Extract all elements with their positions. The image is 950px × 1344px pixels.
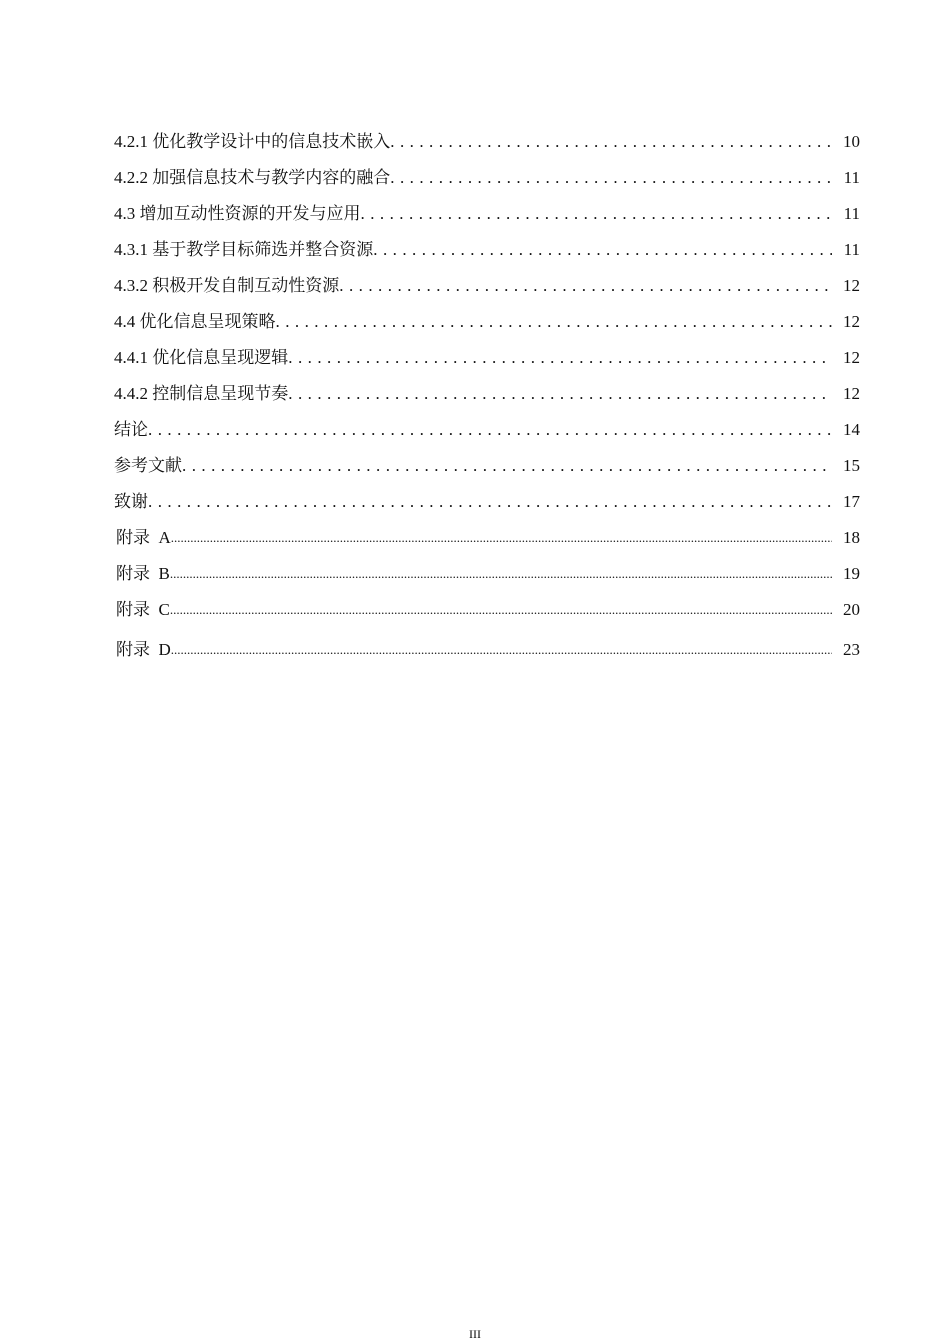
toc-entry-4-2-2[interactable] xyxy=(114,153,860,189)
toc-entry-label: 4.4.2 控制信息呈现节奏 xyxy=(114,384,289,403)
toc-entry-label: 致谢 xyxy=(114,492,148,511)
toc-entry-label: 4.4 优化信息呈现策略 xyxy=(114,312,276,331)
toc-entry-page: 12 xyxy=(843,384,860,403)
toc-entry-label: 附录 A xyxy=(116,528,171,547)
toc-entry-4-3[interactable] xyxy=(114,189,860,225)
toc-dot-leader xyxy=(182,455,832,477)
toc-dot-leader xyxy=(361,203,833,225)
toc-entry-page: 12 xyxy=(843,348,860,367)
toc-dot-leader xyxy=(288,347,832,369)
toc-entry-conclusion[interactable] xyxy=(114,405,860,441)
toc-entry-appendix-d[interactable] xyxy=(114,621,860,661)
toc-entry-page: 14 xyxy=(843,420,860,439)
toc-entry-page: 12 xyxy=(843,276,860,295)
toc-entry-label: 附录 D xyxy=(116,640,171,659)
toc-entry-4-4-1[interactable] xyxy=(114,333,860,369)
toc-entry-page: 12 xyxy=(843,312,860,331)
toc-entry-appendix-a[interactable] xyxy=(114,513,860,549)
toc-dot-leader xyxy=(288,383,832,405)
toc-entry-label: 附录 C xyxy=(116,600,170,619)
toc-entry-4-4[interactable] xyxy=(114,297,860,333)
toc-entry-page: 23 xyxy=(843,640,860,659)
toc-dot-leader xyxy=(170,562,832,585)
toc-entry-page: 11 xyxy=(843,168,860,187)
toc-entry-acknowledgements[interactable] xyxy=(114,477,860,513)
toc-entry-page: 20 xyxy=(843,600,860,619)
toc-entry-page: 11 xyxy=(843,240,860,259)
toc-entry-page: 11 xyxy=(843,204,860,223)
toc-entry-page: 17 xyxy=(843,492,860,511)
toc-entry-label: 结论 xyxy=(114,420,148,439)
toc-dot-leader xyxy=(171,638,832,661)
toc-entry-label: 4.3 增加互动性资源的开发与应用 xyxy=(114,204,361,223)
toc-dot-leader xyxy=(390,167,832,189)
table-of-contents xyxy=(114,117,860,661)
toc-dot-leader xyxy=(276,311,833,333)
toc-dot-leader xyxy=(148,419,832,441)
toc-entry-page: 19 xyxy=(843,564,860,583)
toc-entry-label: 4.2.2 加强信息技术与教学内容的融合 xyxy=(114,168,391,187)
toc-dot-leader xyxy=(170,598,832,621)
toc-entry-page: 15 xyxy=(843,456,860,475)
page-number-footer: III xyxy=(469,1327,481,1341)
toc-entry-label: 4.2.1 优化教学设计中的信息技术嵌入 xyxy=(114,132,391,151)
toc-entry-references[interactable] xyxy=(114,441,860,477)
toc-entry-label: 4.3.1 基于教学目标筛选并整合资源 xyxy=(114,240,374,259)
toc-entry-appendix-c[interactable] xyxy=(114,585,860,621)
toc-dot-leader xyxy=(171,526,832,549)
toc-entry-4-2-1[interactable] xyxy=(114,117,860,153)
toc-entry-appendix-b[interactable] xyxy=(114,549,860,585)
toc-entry-label: 参考文献 xyxy=(114,456,182,475)
toc-dot-leader xyxy=(148,491,832,513)
toc-entry-label: 附录 B xyxy=(116,564,170,583)
toc-dot-leader xyxy=(339,275,832,297)
toc-entry-4-3-2[interactable] xyxy=(114,261,860,297)
toc-dot-leader xyxy=(373,239,832,261)
toc-entry-page: 10 xyxy=(843,132,860,151)
toc-entry-label: 4.3.2 积极开发自制互动性资源 xyxy=(114,276,340,295)
toc-dot-leader xyxy=(390,131,832,153)
toc-entry-4-3-1[interactable] xyxy=(114,225,860,261)
toc-entry-label: 4.4.1 优化信息呈现逻辑 xyxy=(114,348,289,367)
toc-entry-4-4-2[interactable] xyxy=(114,369,860,405)
toc-entry-page: 18 xyxy=(843,528,860,547)
